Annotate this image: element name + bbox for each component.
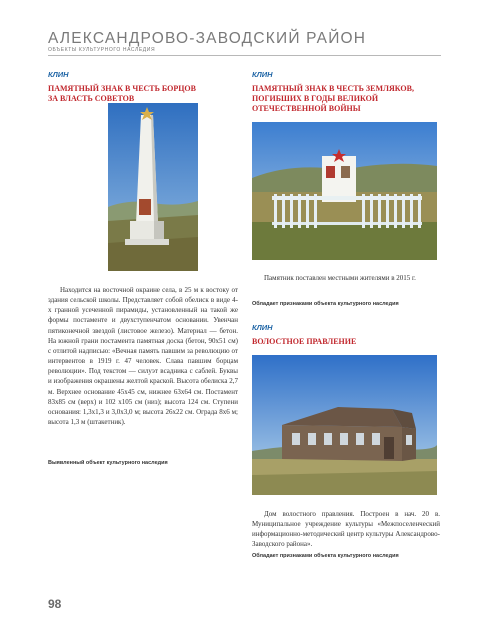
right-bottom-status: Обладает признаками объекта культурного наследия xyxy=(252,553,399,559)
left-title-line-2: ЗА ВЛАСТЬ СОВЕТОВ xyxy=(48,94,135,103)
right-top-status: Обладает признаками объекта культурного наследия xyxy=(252,301,399,307)
right-top-title-line-2: ПОГИБШИХ В ГОДЫ ВЕЛИКОЙ xyxy=(252,94,379,103)
page-number: 98 xyxy=(48,597,62,611)
right-top-location: КЛИН xyxy=(252,70,273,79)
obelisk-photo xyxy=(108,103,198,271)
right-bottom-title-line-1: ВОЛОСТНОЕ ПРАВЛЕНИЕ xyxy=(252,337,357,346)
page-header-subtitle: ОБЪЕКТЫ КУЛЬТУРНОГО НАСЛЕДИЯ xyxy=(48,47,156,53)
page-header-title: АЛЕКСАНДРОВО-ЗАВОДСКИЙ РАЙОН xyxy=(48,30,367,47)
right-top-title-line-3: ОТЕЧЕСТВЕННОЙ ВОЙНЫ xyxy=(252,104,361,113)
right-top-title-line-1: ПАМЯТНЫЙ ЗНАК В ЧЕСТЬ ЗЕМЛЯКОВ, xyxy=(252,84,414,93)
right-bottom-description: Дом волостного правления. Построен в нач. 20 в. Муниципальное учреждение культуры «Межпоселенческий информационно-методический центр культуры Александрово-Заводского района». xyxy=(252,510,440,549)
left-description: Находится на восточной окраине села, в 25 м к востоку от здания сельской школы. Представляет собой обелиск в виде 4-х гранной усеченной пирамиды, установленный на такой же формы постаменте и двухступенчатом основании. Увенчан пятиконечной звездой (листовое железо). Материал — бетон. На южной грани постамента памятная доска (бетон, 90х51 см) с отлитой надписью: «Вечная память павшим за революцию от интервентов в 1919 г. 47 человек. Слава павшим борцам революции». Под текстом — силуэт всадника с саблей. Буквы и изображения окрашены желтой краской. Высота обелиска 2,7 м. Верхнее основание 45х45 см, нижнее 63х64 см. Постамент 83х85 см (верх) и 102 х105 см (низ); высота 124 см. Ступени основания: 1,3х1,3 и 3,0х3,0 м; высота 26х22 см. Ограда 8х6 м; высота 1,3 м (штакетник). xyxy=(48,286,238,427)
volost-house-image xyxy=(252,355,437,495)
left-location: КЛИН xyxy=(48,70,69,79)
right-top-description: Памятник поставлен местными жителями в 2015 г. xyxy=(264,274,416,282)
left-title-line-1: ПАМЯТНЫЙ ЗНАК В ЧЕСТЬ БОРЦОВ xyxy=(48,84,196,93)
memorial-photo xyxy=(252,122,437,260)
obelisk-image xyxy=(108,103,198,271)
header-rule xyxy=(48,55,441,56)
memorial-image xyxy=(252,122,437,260)
volost-house-photo xyxy=(252,355,437,495)
right-bottom-location: КЛИН xyxy=(252,323,273,332)
right-top-block xyxy=(252,70,440,114)
left-column xyxy=(48,70,236,104)
left-status: Выявленный объект культурного наследия xyxy=(48,460,168,466)
right-bottom-block xyxy=(252,323,440,347)
